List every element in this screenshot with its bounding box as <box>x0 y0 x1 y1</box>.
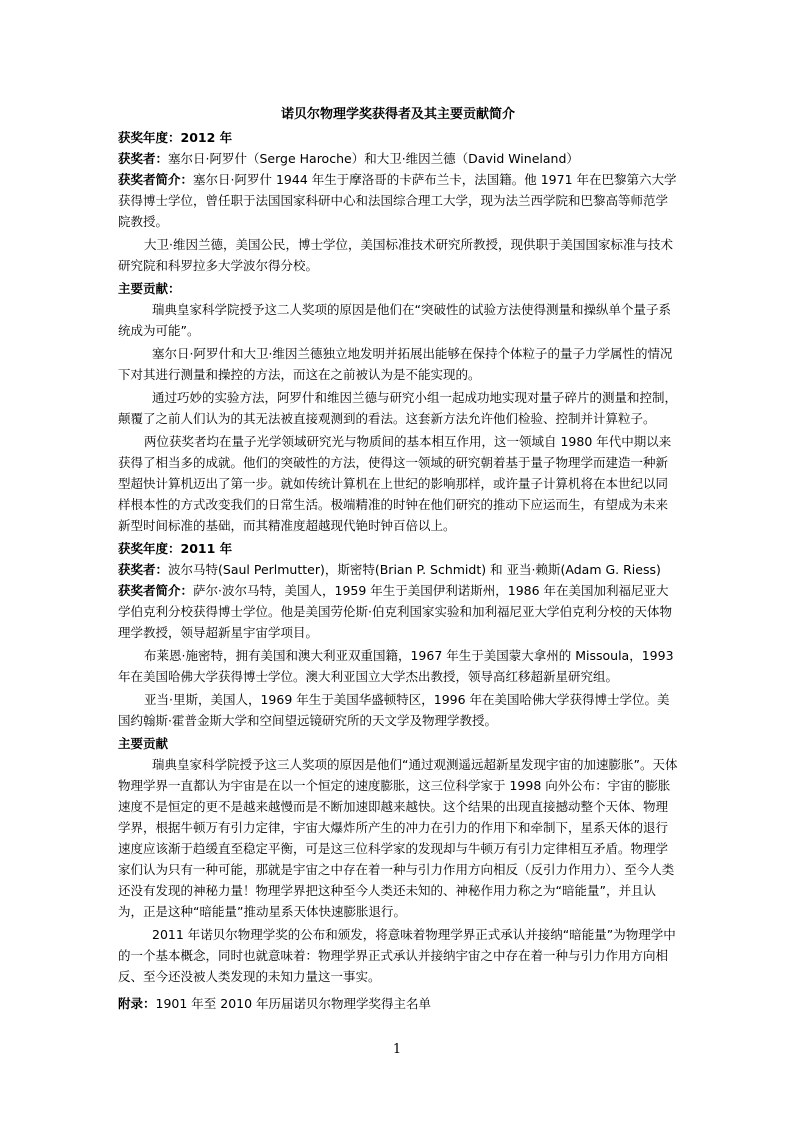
bio-2011-paragraph <box>118 580 678 643</box>
award-year-2011 <box>118 538 678 559</box>
contrib-2012-paragraph-2: 塞尔日·阿罗什和大卫·维因兰德独立地发明并拓展出能够在保持个体粒子的量子力学属性的情况下对其进行测量和操控的方法，而这在之前被认为是不能实现的。 <box>118 346 673 382</box>
bio-text: 萨尔·波尔马特，美国人，1959 年生于美国伊利诺斯州，1986 年在美国加利福尼亚大学伯克利分校获得博士学位。他是美国劳伦斯·伯克利国家实验和加利福尼亚大学伯克利分校的天体物理学教授，领导超新星宇宙学项目。 <box>118 583 672 640</box>
laureates-2012 <box>118 148 678 169</box>
award-year-2012 <box>118 127 678 148</box>
award-year-value: 2011 年 <box>180 541 233 556</box>
bio-text: 塞尔日·阿罗什 1944 年生于摩洛哥的卡萨布兰卡，法国籍。他 1971 年在巴黎第六大学获得博士学位，曾任职于法国国家科研中心和法国综合理工大学，现为法兰西学院和巴黎高等师范学院教授。 <box>118 172 677 229</box>
document-title: 诺贝尔物理学奖获得者及其主要贡献简介 <box>280 107 515 122</box>
laureates-value: 塞尔日·阿罗什（Serge Haroche）和大卫·维因兰德（David Wineland） <box>168 151 579 166</box>
contrib-2011-paragraph-2: 2011 年诺贝尔物理学奖的公布和颁发，将意味着物理学界正式承认并接纳“暗能量”为物理学中的一个基本概念，同时也就意味着：物理学界正式承认并接纳宇宙之中存在着一种与引力作用方向相反、至今还没被人类发现的未知力量这一事实。 <box>118 927 676 984</box>
laureates-2011 <box>118 559 678 580</box>
page-number: 1 <box>392 1042 402 1057</box>
contrib-2012-paragraph-3: 通过巧妙的实验方法，阿罗什和维因兰德与研究小组一起成功地实现对量子碎片的测量和控制，颠覆了之前人们认为的其无法被直接观测到的看法。这套新方法允许他们检验、控制并计算粒子。 <box>118 390 678 426</box>
laureates-label: 获奖者： <box>118 151 169 166</box>
laureates-value: 波尔马特(Saul Perlmutter)，斯密特(Brian P. Schmidt) 和 亚当·赖斯(Adam G. Riess) <box>168 562 661 577</box>
bio-2011-paragraph-2: 布莱恩·施密特，拥有美国和澳大利亚双重国籍，1967 年生于美国蒙大拿州的 Missoula，1993 年在美国哈佛大学获得博士学位。澳大利亚国立大学杰出教授，领导高红移超新星研究组。 <box>118 648 674 684</box>
contrib-2012-paragraph-1: 瑞典皇家科学院授予这二人奖项的原因是他们在“突破性的试验方法使得测量和操纵单个量子系统成为可能”。 <box>118 302 671 338</box>
bio-2012-paragraph <box>118 169 678 232</box>
contrib-2011-paragraph-1: 瑞典皇家科学院授予这三人奖项的原因是他们“通过观测遥远超新星发现宇宙的加速膨胀”。天体物理学界一直都认为宇宙是在以一个恒定的速度膨胀，这三位科学家于 1998 向外公布：宇宙的膨胀速度不是恒定的更不是越来越慢而是不断加速即越来越快。这个结果的出现直接撼动整个天体、物理学界，根据牛顿万有引力定律，宇宙大爆炸所产生的冲力在引力的作用下和牵制下，星系天体的退行速度应该渐于趋缓直至稳定平衡，可是这三位科学家的发现却与牛顿万有引力定律相互矛盾。物理学家们认为只有一种可能，那就是宇宙之中存在着一种与引力作用方向相反（反引力作用力）、至今人类还没有发现的神秘力量！物理学界把这种至今人类还未知的、神秘作用力称之为“暗能量”，并且认为，正是这种“暗能量”推动星系天体快速膨胀退行。 <box>118 757 678 919</box>
appendix-label: 附录： <box>118 996 156 1011</box>
bio-label: 获奖者简介： <box>118 172 194 187</box>
contrib-2011-heading <box>118 733 678 754</box>
award-year-label: 获奖年度： <box>118 541 181 556</box>
laureates-label: 获奖者： <box>118 562 169 577</box>
award-year-value: 2012 年 <box>180 130 233 145</box>
contrib-2012-heading <box>118 278 678 299</box>
contrib-label: 主要贡献： <box>118 281 181 296</box>
bio-2012-paragraph-2: 大卫·维因兰德，美国公民，博士学位，美国标准技术研究所教授，现供职于美国国家标准与技术研究院和科罗拉多大学波尔得分校。 <box>118 237 673 273</box>
appendix-line <box>118 993 678 1014</box>
contrib-2012-paragraph-4: 两位获奖者均在量子光学领域研究光与物质间的基本相互作用，这一领域自 1980 年代中期以来获得了相当多的成就。他们的突破性的方法，使得这一领域的研究朝着基于量子物理学而建造一种新型超快计算机迈出了第一步。就如传统计算机在上世纪的影响那样，或许量子计算机将在本世纪以同样根本性的方式改变我们的日常生活。极端精准的时钟在他们研究的推动下应运而生，有望成为未来新型时间标准的基础，而其精准度超越现代铯时钟百倍以上。 <box>118 434 672 533</box>
appendix-text: 1901 年至 2010 年历届诺贝尔物理学奖得主名单 <box>155 996 432 1011</box>
bio-2011-paragraph-3: 亚当·里斯，美国人，1969 年生于美国华盛顿特区，1996 年在美国哈佛大学获得博士学位。美国约翰斯·霍普金斯大学和空间望远镜研究所的天文学及物理学教授。 <box>118 692 670 728</box>
document-body <box>118 104 678 1014</box>
bio-label: 获奖者简介： <box>118 583 194 598</box>
contrib-label: 主要贡献 <box>118 736 169 751</box>
award-year-label: 获奖年度： <box>118 130 181 145</box>
